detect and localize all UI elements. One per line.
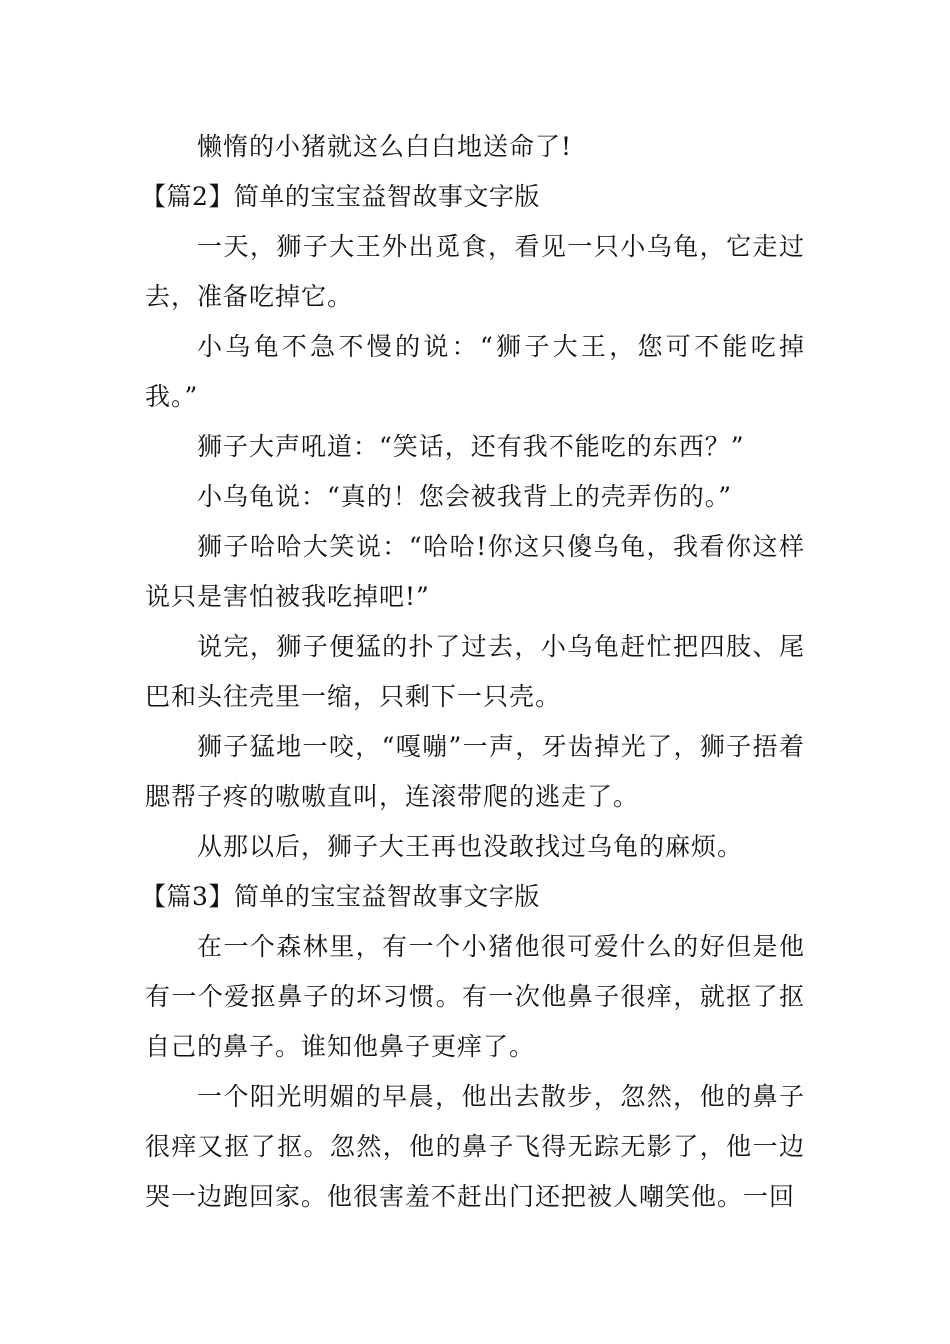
paragraph: 一个阳光明媚的早晨，他出去散步，忽然，他的鼻子很痒又抠了抠。忽然，他的鼻子飞得无踪无影了，他一边哭一边跑回家。他很害羞不赶出门还把被人嘲笑他。一回 <box>145 1082 805 1211</box>
section-heading: 【篇2】简单的宝宝益智故事文字版 <box>141 182 540 211</box>
section-heading: 【篇3】简单的宝宝益智故事文字版 <box>141 882 540 911</box>
paragraph: 小乌龟不急不慢的说：“狮子大王，您可不能吃掉我。” <box>145 332 805 411</box>
paragraph: 在一个森林里，有一个小猪他很可爱什么的好但是他有一个爱抠鼻子的坏习惯。有一次他鼻子很痒，就抠了抠自己的鼻子。谁知他鼻子更痒了。 <box>145 932 805 1061</box>
paragraph: 狮子猛地一咬，“嘎嘣”一声，牙齿掉光了，狮子捂着腮帮子疼的嗷嗷直叫，连滚带爬的逃走了。 <box>145 732 805 811</box>
paragraph: 说完，狮子便猛的扑了过去，小乌龟赶忙把四肢、尾巴和头往壳里一缩，只剩下一只壳。 <box>145 632 805 711</box>
paragraph: 从那以后，狮子大王再也没敢找过乌龟的麻烦。 <box>197 832 744 861</box>
paragraph: 狮子哈哈大笑说：“哈哈!你这只傻乌龟，我看你这样说只是害怕被我吃掉吧!” <box>145 532 805 611</box>
paragraph: 狮子大声吼道：“笑话，还有我不能吃的东西？” <box>197 432 745 461</box>
document-body <box>141 122 805 1222</box>
paragraph: 小乌龟说：“真的！您会被我背上的壳弄伤的。” <box>197 482 733 511</box>
paragraph: 懒惰的小猪就这么白白地送命了! <box>197 132 573 161</box>
paragraph: 一天，狮子大王外出觅食，看见一只小乌龟，它走过去，准备吃掉它。 <box>145 232 805 311</box>
